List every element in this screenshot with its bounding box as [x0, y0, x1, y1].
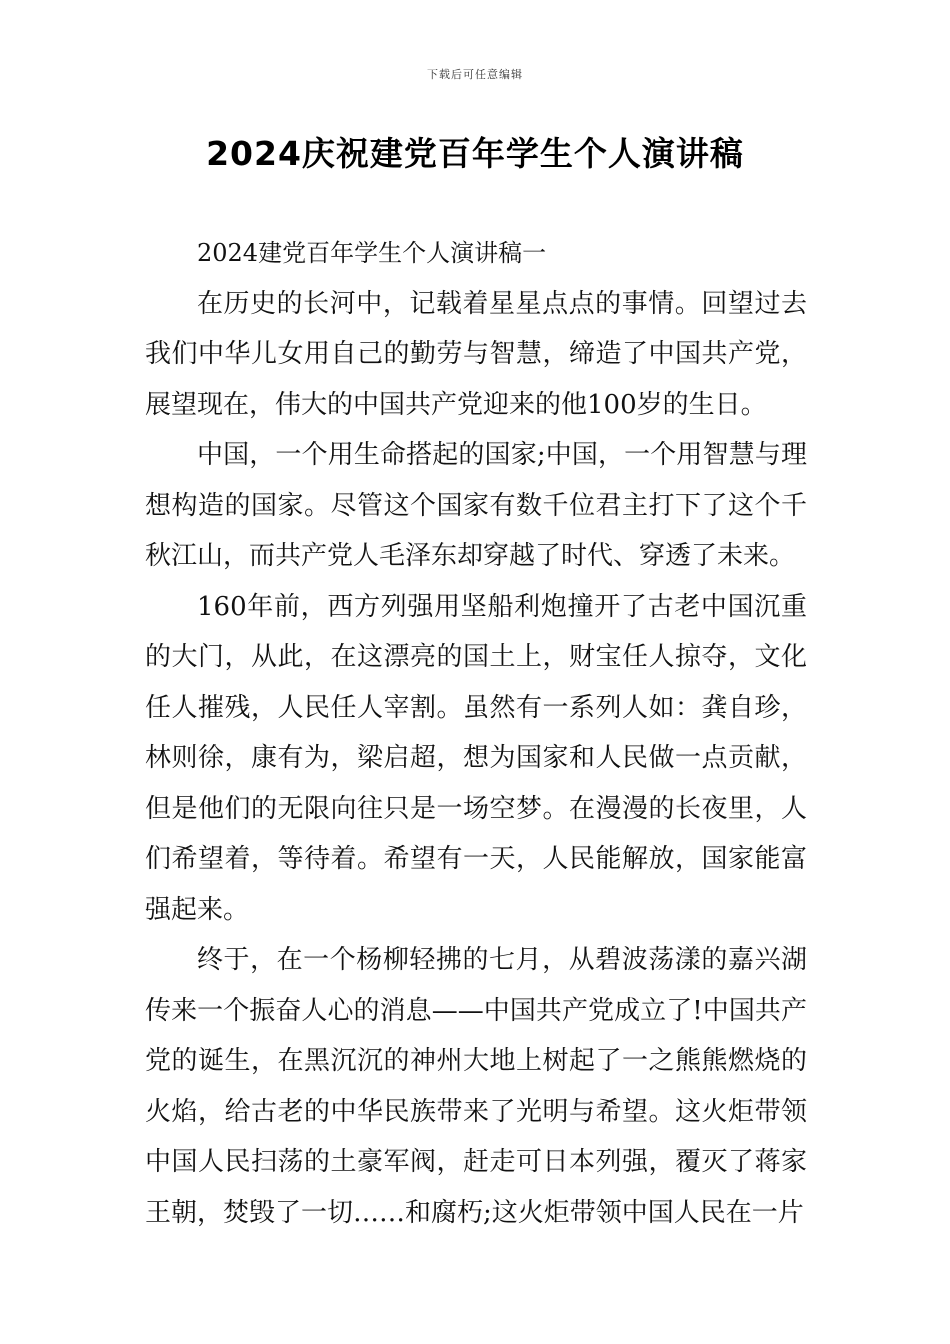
document-body [145, 228, 807, 1238]
paragraph-4: 终于，在一个杨柳轻拂的七月，从碧波荡漾的嘉兴湖传来一个振奋人心的消息——中国共产党成立了!中国共产党的诞生，在黑沉沉的神州大地上树起了一之熊熊燃烧的火焰，给古老的中华民族带来了光明与希望。这火炬带领中国人民扫荡的土豪军阀，赶走可日本列强，覆灭了蒋家王朝，焚毁了一切……和腐朽;这火炬带领中国人民在一片 [145, 945, 807, 1228]
header-note: 下载后可任意编辑 [427, 68, 523, 81]
paragraph-3: 160年前，西方列强用坚船利炮撞开了古老中国沉重的大门，从此，在这漂亮的国土上，财宝任人掠夺，文化任人摧残，人民任人宰割。虽然有一系列人如：龚自珍，林则徐，康有为，梁启超，想为国家和人民做一点贡献，但是他们的无限向往只是一场空梦。在漫漫的长夜里，人们希望着，等待着。希望有一天，人民能解放，国家能富强起来。 [145, 591, 807, 925]
document-title: 2024庆祝建党百年学生个人演讲稿 [206, 134, 744, 173]
paragraph-2: 中国，一个用生命搭起的国家;中国，一个用智慧与理想构造的国家。尽管这个国家有数千位君主打下了这个千秋江山，而共产党人毛泽东却穿越了时代、穿透了未来。 [145, 440, 807, 571]
paragraph-1: 在历史的长河中，记载着星星点点的事情。回望过去我们中华儿女用自己的勤劳与智慧，缔造了中国共产党，展望现在，伟大的中国共产党迎来的他100岁的生日。 [145, 288, 807, 420]
section-subheading: 2024建党百年学生个人演讲稿一 [197, 239, 547, 267]
